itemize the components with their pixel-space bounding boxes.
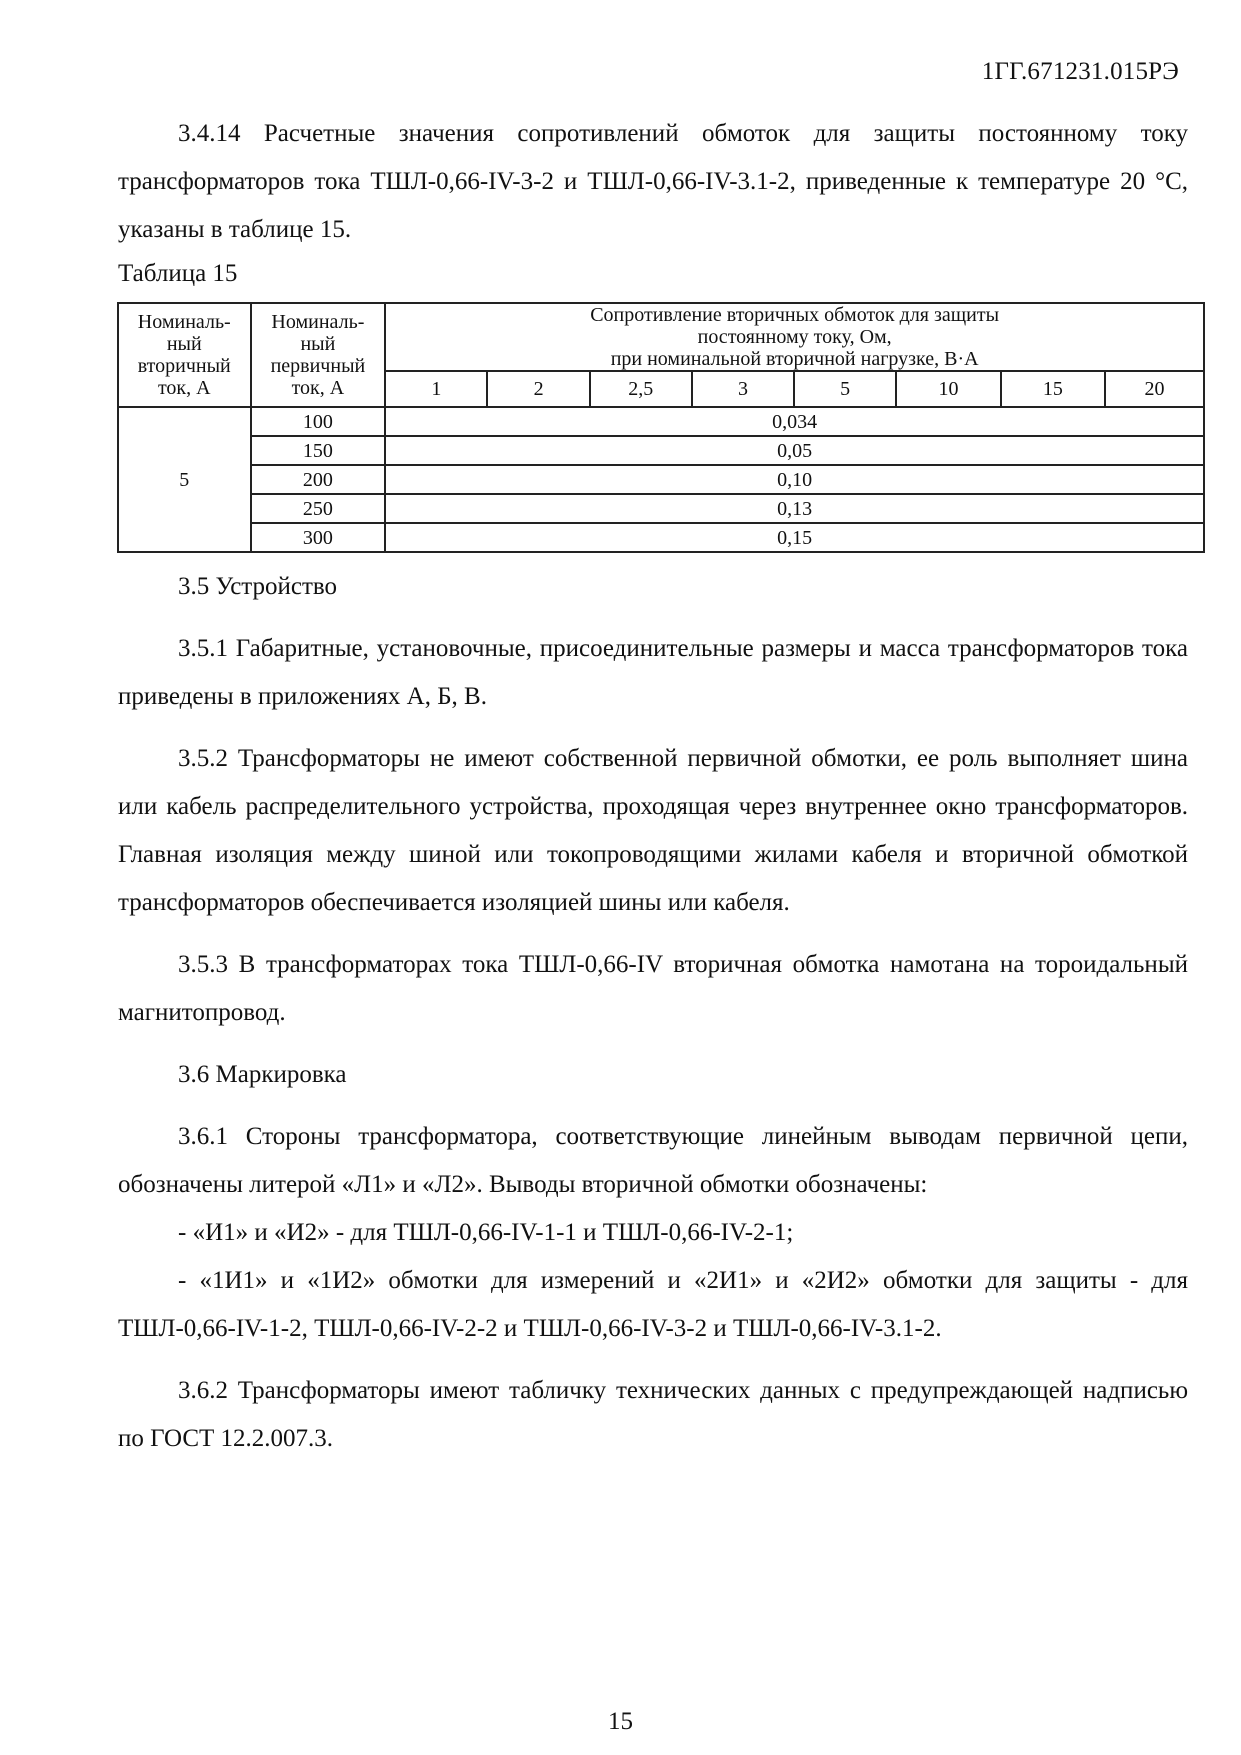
document-code: 1ГГ.671231.015РЭ [981,58,1179,85]
header-line: постоянному току, Ом, [697,326,892,348]
header-line: Сопротивление вторичных обмоток для защиты [590,304,1000,326]
cell-primary-current: 200 [251,465,386,494]
paragraph-3-5-3: 3.5.3 В трансформаторах тока ТШЛ-0,66-IV вторичная обмотка намотана на тороидальный магнитопровод. [118,951,1188,1026]
header-line: первичный [270,355,366,377]
cell-primary-current: 100 [251,407,386,436]
paragraph-3-4-14: 3.4.14 Расчетные значения сопротивлений обмоток для защиты постоянному току трансформаторов тока ТШЛ-0,66-IV-3-2 и ТШЛ-0,66-IV-3.1-2, приведенные к температуре 20 °С, указаны в таблице 15. [118,120,1188,243]
header-load: 20 [1105,371,1204,407]
table-row [118,494,1204,523]
paragraph-3-5-2: 3.5.2 Трансформаторы не имеют собственной первичной обмотки, ее роль выполняет шина или кабель распределительного устройства, проходящая через внутреннее окно трансформаторов. Главная изоляция между шиной или токопроводящими жилами кабеля и вторичной обмоткой трансформаторов обеспечивается изоляцией шины или кабеля. [118,745,1188,916]
cell-primary-current: 150 [251,436,386,465]
list-item: - «1И1» и «1И2» обмотки для измерений и «2И1» и «2И2» обмотки для защиты - для ТШЛ-0,66-IV-1-2, ТШЛ-0,66-IV-2-2 и ТШЛ-0,66-IV-3-2 и ТШЛ-0,66-IV-3.1-2. [118,1267,1188,1342]
cell-resistance: 0,05 [385,436,1204,465]
header-line: при номинальной вторичной нагрузке, В·А [610,348,979,370]
page-number: 15 [608,1708,633,1735]
header-line: Номиналь- [271,311,365,333]
header-line: ток, А [291,377,345,399]
header-line: ный [300,333,336,355]
header-load: 15 [1001,371,1105,407]
header-line: Номиналь- [137,311,231,333]
table-row [118,407,1204,436]
cell-resistance: 0,034 [385,407,1204,436]
cell-resistance: 0,13 [385,494,1204,523]
table-row [118,436,1204,465]
header-load: 2,5 [590,371,692,407]
paragraph-3-5-1: 3.5.1 Габаритные, установочные, присоединительные размеры и масса трансформаторов тока приведены в приложениях А, Б, В. [118,635,1188,710]
cell-secondary-current: 5 [118,407,251,552]
table-15 [117,302,1205,553]
header-load: 3 [692,371,794,407]
table-row [118,523,1204,552]
cell-resistance: 0,10 [385,465,1204,494]
header-primary-current [251,303,386,407]
table-caption: Таблица 15 [118,260,238,287]
table-row [118,465,1204,494]
header-line: ный [166,333,202,355]
header-load: 5 [794,371,896,407]
header-load: 2 [487,371,589,407]
cell-primary-current: 300 [251,523,386,552]
header-load: 1 [385,371,487,407]
cell-primary-current: 250 [251,494,386,523]
header-line: вторичный [137,355,231,377]
header-load: 10 [896,371,1000,407]
page-body [118,110,1188,1463]
header-secondary-current [118,303,251,407]
paragraph-3-6-2: 3.6.2 Трансформаторы имеют табличку технических данных с предупреждающей надписью по ГОСТ 12.2.007.3. [118,1377,1188,1452]
list-item: - «И1» и «И2» - для ТШЛ-0,66-IV-1-1 и ТШЛ-0,66-IV-2-1; [178,1219,794,1246]
header-line: ток, А [157,377,211,399]
cell-resistance: 0,15 [385,523,1204,552]
section-heading-3-5: 3.5 Устройство [178,573,338,600]
paragraph-3-6-1: 3.6.1 Стороны трансформатора, соответствующие линейным выводам первичной цепи, обозначены литерой «Л1» и «Л2». Выводы вторичной обмотки обозначены: [118,1123,1188,1198]
section-heading-3-6: 3.6 Маркировка [178,1061,347,1088]
header-resistance-group [385,303,1204,371]
